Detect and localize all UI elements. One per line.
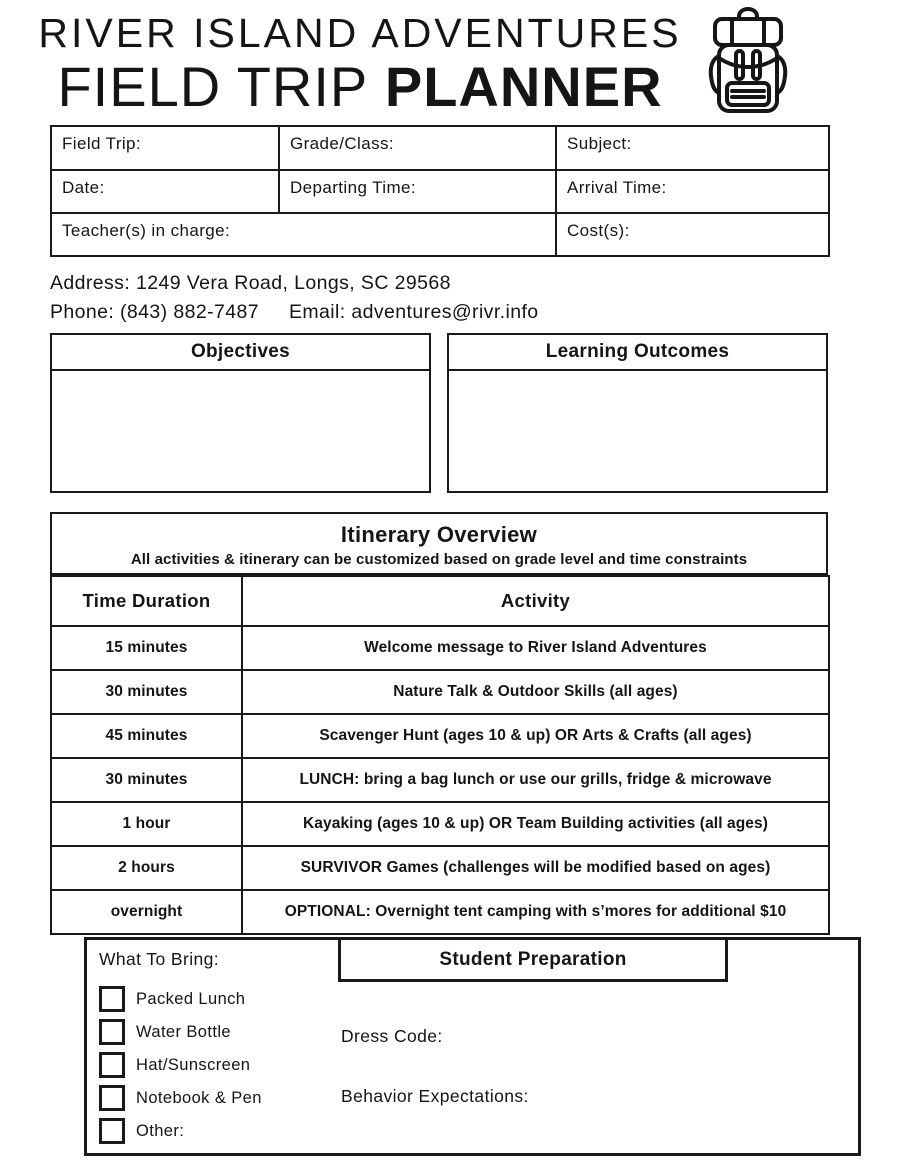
trip-info-row <box>51 170 829 213</box>
duration-cell: 1 hour <box>51 802 242 846</box>
duration-cell: 30 minutes <box>51 670 242 714</box>
checklist-label: Other: <box>136 1121 185 1140</box>
itinerary-header-row <box>51 576 829 626</box>
checkbox-other[interactable] <box>99 1118 125 1144</box>
duration-cell: 15 minutes <box>51 626 242 670</box>
dress-code-label: Dress Code: <box>341 1026 443 1046</box>
backpack-icon <box>695 6 801 118</box>
itinerary-table <box>50 575 830 935</box>
phone-text: Phone: (843) 882-7487 <box>50 301 259 323</box>
what-to-bring-label: What To Bring: <box>99 949 220 969</box>
trip-info-row <box>51 126 829 170</box>
behavior-expectations-label: Behavior Expectations: <box>341 1086 529 1106</box>
checkbox-notebook-pen[interactable] <box>99 1085 125 1111</box>
checklist-item-other <box>99 1118 262 1144</box>
arrival-time-cell[interactable] <box>556 170 829 213</box>
learning-outcomes-box <box>447 333 828 493</box>
objectives-content[interactable] <box>52 371 429 491</box>
itinerary-row <box>51 802 829 846</box>
itinerary-title: Itinerary Overview <box>340 522 538 547</box>
teachers-label: Teacher(s) in charge: <box>62 221 231 240</box>
activity-column-header: Activity <box>242 576 829 626</box>
duration-column-header: Time Duration <box>51 576 242 626</box>
grade-class-cell[interactable] <box>279 126 556 170</box>
address-line: Address: 1249 Vera Road, Longs, SC 29568 <box>50 272 451 294</box>
departing-time-label: Departing Time: <box>290 178 416 197</box>
teachers-cell[interactable] <box>51 213 556 256</box>
page-title <box>20 54 700 120</box>
subject-label: Subject: <box>567 134 632 153</box>
costs-label: Cost(s): <box>567 221 630 240</box>
learning-outcomes-title: Learning Outcomes <box>449 335 826 371</box>
itinerary-row <box>51 846 829 890</box>
activity-cell: Scavenger Hunt (ages 10 & up) OR Arts & Crafts (all ages) <box>242 714 829 758</box>
checkbox-water-bottle[interactable] <box>99 1019 125 1045</box>
grade-class-label: Grade/Class: <box>290 134 395 153</box>
checkbox-hat-sunscreen[interactable] <box>99 1052 125 1078</box>
subject-cell[interactable] <box>556 126 829 170</box>
checklist-label: Notebook & Pen <box>136 1088 262 1107</box>
itinerary-row <box>51 890 829 934</box>
duration-cell: overnight <box>51 890 242 934</box>
itinerary-header <box>50 512 828 575</box>
checkbox-packed-lunch[interactable] <box>99 986 125 1012</box>
checklist-item-packed-lunch <box>99 986 262 1012</box>
checklist-item-notebook-pen <box>99 1085 262 1111</box>
activity-cell: Kayaking (ages 10 & up) OR Team Building activities (all ages) <box>242 802 829 846</box>
itinerary-row <box>51 714 829 758</box>
behavior-expectations-field[interactable] <box>341 1086 529 1107</box>
checklist-item-water-bottle <box>99 1019 262 1045</box>
student-preparation-title: Student Preparation <box>338 937 728 982</box>
student-preparation-box <box>84 937 861 1156</box>
trip-info-row <box>51 213 829 256</box>
activity-cell: LUNCH: bring a bag lunch or use our grills, fridge & microwave <box>242 758 829 802</box>
activity-cell: Welcome message to River Island Adventures <box>242 626 829 670</box>
date-label: Date: <box>62 178 105 197</box>
activity-cell: OPTIONAL: Overnight tent camping with s’mores for additional $10 <box>242 890 829 934</box>
objectives-title: Objectives <box>52 335 429 371</box>
field-trip-label: Field Trip: <box>62 134 142 153</box>
objectives-box <box>50 333 431 493</box>
activity-cell: SURVIVOR Games (challenges will be modified based on ages) <box>242 846 829 890</box>
date-cell[interactable] <box>51 170 279 213</box>
checklist-label: Hat/Sunscreen <box>136 1055 251 1074</box>
itinerary-row <box>51 626 829 670</box>
departing-time-cell[interactable] <box>279 170 556 213</box>
bring-checklist <box>99 986 262 1151</box>
itinerary-subtitle: All activities & itinerary can be customized based on grade level and time constraints <box>130 551 748 568</box>
page-title-light: FIELD TRIP <box>57 55 369 118</box>
learning-outcomes-content[interactable] <box>449 371 826 491</box>
itinerary-row <box>51 758 829 802</box>
page-title-bold: PLANNER <box>384 55 663 118</box>
checklist-item-hat-sunscreen <box>99 1052 262 1078</box>
duration-cell: 30 minutes <box>51 758 242 802</box>
phone-email-line <box>50 298 539 327</box>
duration-cell: 2 hours <box>51 846 242 890</box>
checklist-label: Water Bottle <box>136 1022 231 1041</box>
arrival-time-label: Arrival Time: <box>567 178 667 197</box>
field-trip-cell[interactable] <box>51 126 279 170</box>
trip-info-table <box>50 125 830 257</box>
brand-title: RIVER ISLAND ADVENTURES <box>38 10 682 56</box>
costs-cell[interactable] <box>556 213 829 256</box>
duration-cell: 45 minutes <box>51 714 242 758</box>
itinerary-row <box>51 670 829 714</box>
email-text: Email: adventures@rivr.info <box>288 301 539 323</box>
contact-block <box>50 269 539 327</box>
checklist-label: Packed Lunch <box>136 989 246 1008</box>
dress-code-field[interactable] <box>341 1026 443 1047</box>
activity-cell: Nature Talk & Outdoor Skills (all ages) <box>242 670 829 714</box>
